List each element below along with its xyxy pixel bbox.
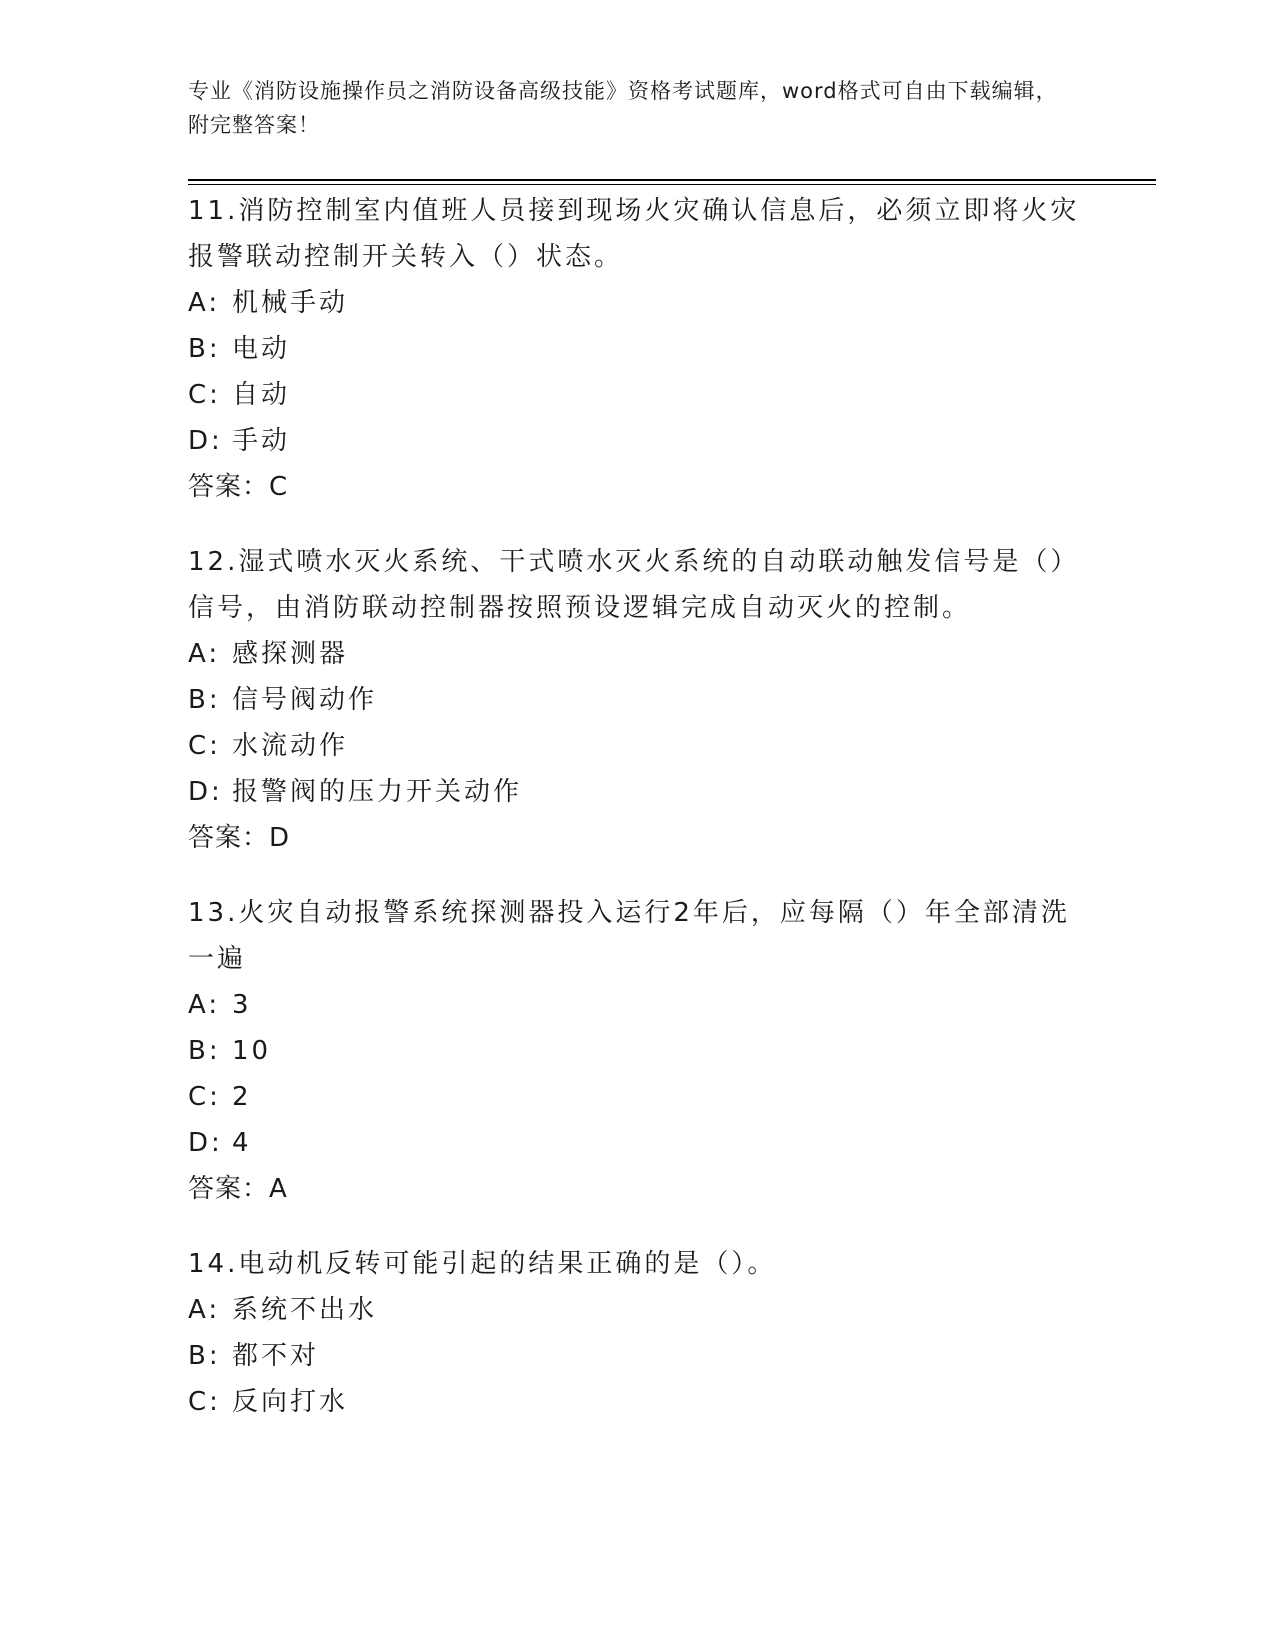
option-d bbox=[188, 1120, 1088, 1166]
option-key: B: bbox=[188, 685, 221, 715]
option-key: B: bbox=[188, 1341, 221, 1371]
option-b bbox=[188, 1333, 1088, 1379]
option-c bbox=[188, 372, 1088, 418]
option-text: 水流动作 bbox=[232, 731, 349, 761]
option-key: A: bbox=[188, 288, 221, 318]
answer-text: 答案：A bbox=[188, 1174, 288, 1204]
option-text: 都不对 bbox=[232, 1341, 320, 1371]
question-text: 11.消防控制室内值班人员接到现场火灾确认信息后，必须立即将火灾报警联动控制开关转入（）状态。 bbox=[188, 196, 1080, 272]
question-text: 13.火灾自动报警系统探测器投入运行2年后，应每隔（）年全部清洗一遍 bbox=[188, 898, 1070, 974]
option-key: C: bbox=[188, 1387, 221, 1417]
option-text: 机械手动 bbox=[232, 288, 349, 318]
option-a bbox=[188, 1287, 1088, 1333]
option-b bbox=[188, 1028, 1088, 1074]
option-text: 电动 bbox=[232, 334, 291, 364]
option-key: D: bbox=[188, 777, 223, 807]
option-d bbox=[188, 418, 1088, 464]
option-a bbox=[188, 280, 1088, 326]
header-divider-thick bbox=[188, 179, 1156, 181]
option-key: B: bbox=[188, 1036, 221, 1066]
answer-text: 答案：D bbox=[188, 823, 291, 853]
option-a bbox=[188, 631, 1088, 677]
option-text: 3 bbox=[232, 990, 252, 1020]
option-a bbox=[188, 982, 1088, 1028]
option-text: 感探测器 bbox=[232, 639, 349, 669]
option-key: A: bbox=[188, 990, 221, 1020]
option-key: C: bbox=[188, 731, 221, 761]
option-text: 2 bbox=[232, 1082, 252, 1112]
option-c bbox=[188, 723, 1088, 769]
question-item bbox=[188, 188, 1088, 510]
option-text: 手动 bbox=[232, 426, 291, 456]
question-item bbox=[188, 1241, 1088, 1425]
question-list bbox=[188, 188, 1088, 1454]
option-d bbox=[188, 769, 1088, 815]
option-key: D: bbox=[188, 1128, 223, 1158]
option-key: C: bbox=[188, 380, 221, 410]
option-text: 反向打水 bbox=[232, 1387, 349, 1417]
option-text: 自动 bbox=[232, 380, 291, 410]
option-text: 报警阀的压力开关动作 bbox=[232, 777, 523, 807]
option-key: D: bbox=[188, 426, 223, 456]
option-key: A: bbox=[188, 639, 221, 669]
document-header: 专业《消防设施操作员之消防设备高级技能》资格考试题库，word格式可自由下载编辑，附完整答案！ bbox=[188, 79, 1058, 137]
answer-text: 答案：C bbox=[188, 472, 289, 502]
option-key: C: bbox=[188, 1082, 221, 1112]
option-c bbox=[188, 1379, 1088, 1425]
option-text: 系统不出水 bbox=[232, 1295, 378, 1325]
option-text: 信号阀动作 bbox=[232, 685, 378, 715]
option-b bbox=[188, 326, 1088, 372]
option-text: 4 bbox=[232, 1128, 252, 1158]
question-item bbox=[188, 539, 1088, 861]
option-b bbox=[188, 677, 1088, 723]
question-text: 12.湿式喷水灭火系统、干式喷水灭火系统的自动联动触发信号是（）信号，由消防联动控制器按照预设逻辑完成自动灭火的控制。 bbox=[188, 547, 1080, 623]
question-item bbox=[188, 890, 1088, 1212]
option-key: A: bbox=[188, 1295, 221, 1325]
question-text: 14.电动机反转可能引起的结果正确的是（）。 bbox=[188, 1249, 777, 1279]
option-c bbox=[188, 1074, 1088, 1120]
header-divider-thin bbox=[188, 184, 1156, 185]
option-key: B: bbox=[188, 334, 221, 364]
option-text: 10 bbox=[232, 1036, 272, 1066]
